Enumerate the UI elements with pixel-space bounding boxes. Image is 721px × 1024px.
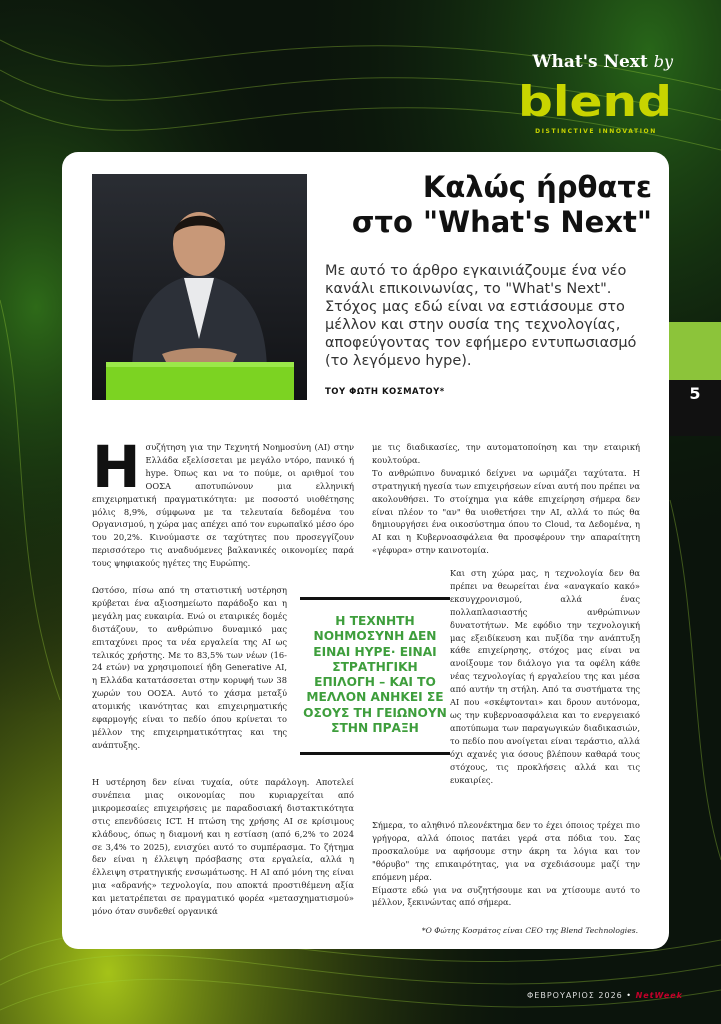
blend-logo: [518, 78, 674, 124]
column-right-intro: [450, 567, 640, 786]
drop-cap: Η: [92, 433, 141, 501]
brand-wordmark: blend: [518, 78, 672, 124]
header-tagline-by: by: [653, 52, 673, 71]
header-tagline: What's Next by: [532, 52, 673, 72]
column-left-top: [92, 433, 354, 570]
paragraph: Ωστόσο, πίσω από τη στατιστική υστέρηση κρύβεται ένα αξιοσημείωτο παράδοξο και η μεγάλη μας ευκαιρία. Ενώ οι εταιρικές δομές διστάζουν, το ανθρώπινο δυναμικό μας επιταχύνει προς τα νέα εργαλεία της AI ως τελικός χρήστης. Με το 83,5% των νέων (16-24 ετών) να χρησιμοποιεί ήδη Generative AI, η Ελλάδα κατατάσσεται στην κορυφή των 38 χωρών του ΟΟΣΑ. Αυτό το χάσμα μεταξύ ατομικής ικανότητας και επιχειρηματικής εφαρμογής είναι το πεδίο όπου κρίνεται το μέλλον της επιχειρηματικότητας και της ανάπτυξης.: [92, 585, 287, 750]
page-number: 5: [689, 384, 701, 403]
page-tab-accent: [669, 322, 721, 380]
article-byline: ΤΟΥ ΦΩΤΗ ΚΟΣΜΑΤΟΥ*: [325, 387, 445, 397]
article-title: [322, 170, 652, 240]
column-right-bottom: [372, 819, 640, 909]
footer-date: ΦΕΒΡΟΥΑΡΙΟΣ 2026: [526, 991, 623, 1000]
footer-separator: •: [626, 991, 633, 1000]
author-footnote: *Ο Φώτης Κοσμάτος είναι CEO της Blend Technologies.: [421, 926, 638, 935]
article-title-line-1: Καλώς ήρθατε: [422, 170, 652, 204]
paragraph: Η υστέρηση δεν είναι τυχαία, ούτε παράλογη. Αποτελεί συνέπεια μιας οικονομίας που κυριαρχείται από μικρομεσαίες επιχειρήσεις με παραδοσιακή διστακτικότητα στις επενδύσεις ICT. Η πτώση της χρήσης AI σε κρίσιμους κλάδους, όπως η διαμονή και η εστίαση (από 6,2% το 2024 σε 3,4% το 2025), ενισχύει αυτό το συμπέρασμα. Το ζήτημα δεν είναι η έλλειψη πρόσβασης στα εργαλεία, αλλά η έλλειψη στρατηγικής ενσωμάτωσης. Η AI από μόνη της είναι μια «αδρανής» τεχνολογία, που αποκτά προστιθέμενη αξία και μετατρέπεται σε πραγματικό φορέα «μετασχηματισμού» μόνο όταν συνδεθεί οργανικά: [92, 777, 354, 917]
paragraph: Το ανθρώπινο δυναμικό δείχνει να ωριμάζει ταχύτατα. Η στρατηγική ηγεσία των επιχειρήσεων είναι αυτή που πρέπει να ακολουθήσει. Το στοίχημα για κάθε επιχείρηση σήμερα δεν είναι πλέον το "αν" θα υιοθετήσει την AI, αλλά το πώς θα δημιουργήσει ένα οικοσύστημα όπου το Cloud, τα Δεδομένα, η AI και η Κυβερνοασφάλεια θα προσφέρουν την απαραίτητη «γέφυρα» στην καινοτομία.: [372, 467, 640, 556]
paragraph: συζήτηση για την Τεχνητή Νοημοσύνη (AI) στην Ελλάδα εξελίσσεται με μεγάλο ντόρο, πανικό ή hype. Όπως και να το πούμε, οι αριθμοί του ΟΟΣΑ αποτυπώνουν μια ελληνική επιχειρηματική πραγματικότητα: με ποσοστό υιοθέτησης μόλις 8,9%, σύμφωνα με τα τελευταία δεδομένα του Οργανισμού, η χώρα μας απέχει από τον ευρωπαϊκό μέσο όρο του 20,2%. Κινούμαστε σε ταχύτητες που προσεγγίζουν περισσότερο τις αναδυόμενες βαλκανικές οικονομίες παρά τους ψηφιακούς ηγέτες της Ευρώπης.: [92, 442, 354, 569]
column-right-top: [372, 441, 640, 557]
article-lead: Με αυτό το άρθρο εγκαινιάζουμε ένα νέο κανάλι επικοινωνίας, το "What's Next". Στόχος μας εδώ είναι να εστιάσουμε στο μέλλον και στην ουσία της τεχνολογίας, αποφεύγοντας τον εφήμερο εντυπωσιασμό (το λεγόμενο hype).: [325, 263, 637, 369]
paragraph: Και στη χώρα μας, η τεχνολογία δεν θα πρέπει να θεωρείται ένα «αναγκαίο κακό» εκσυγχρονισμού, αλλά ένας πολλαπλασιαστής ανθρώπινων δυνατοτήτων. Με εφόδιο την τεχνολογική μας εξειδίκευση και πυξίδα την ανάπτυξη κάθε επιχείρησης, στόχος μας είναι να ανοίξουμε τον διάλογο για τα οφέλη κάθε νέας τεχνολογίας ή εργαλείου της και μέσα από αυτήν τη στήλη. Από τα συστήματα της AI που «σκέφτονται» και δρουν αυτόνομα, ως την κυβερνοασφάλεια και το ενεργειακό αποτύπωμα των παραγωγικών διαδικασιών, το πεδίο που ανοίγεται είναι τεράστιο, αλλά όχι αχανές για όσους βλέπουν καθαρά τους στόχους, τις προκλήσεις αλλά και τις ευκαιρίες.: [450, 568, 640, 785]
page-footer: [527, 991, 683, 1000]
article-title-line-2: στο "What's Next": [351, 205, 652, 239]
paragraph: Σήμερα, το αληθινό πλεονέκτημα δεν το έχει όποιος τρέχει πιο γρήγορα, αλλά όποιος πατάει γερά στα πόδια του. Σας προσκαλούμε να αφήσουμε στην άκρη τα λόγια και τον "θόρυβο" της επικαιρότητας, για να σχεδιάσουμε μαζί την επόμενη μέρα.: [372, 820, 640, 882]
paragraph: με τις διαδικασίες, την αυτοματοποίηση και την εταιρική κουλτούρα.: [372, 442, 640, 465]
magazine-logo: NetWeek: [635, 991, 683, 1000]
portrait-illustration: [92, 174, 307, 400]
paragraph: Είμαστε εδώ για να συζητήσουμε και να χτίσουμε αυτό το μέλλον, ξεκινώντας από σήμερα.: [372, 884, 640, 908]
author-photo: [92, 174, 307, 400]
pull-quote: Η ΤΕΧΝΗΤΗ ΝΟΗΜΟΣΥΝΗ ΔΕΝ ΕΙΝΑΙ HYPE· ΕΙΝΑΙ ΣΤΡΑΤΗΓΙΚΗ ΕΠΙΛΟΓΗ – ΚΑΙ ΤΟ ΜΕΛΛΟΝ ΑΝΗΚΕΙ ΣΕ ΟΣΟΥΣ ΤΗ ΓΕΙΩΝΟΥΝ ΣΤΗΝ ΠΡΑΞΗ: [300, 597, 450, 755]
column-left-bottom: [92, 776, 354, 918]
column-left-middle: [92, 584, 287, 752]
brand-subtitle: DISTINCTIVE INNOVATION: [535, 128, 657, 135]
